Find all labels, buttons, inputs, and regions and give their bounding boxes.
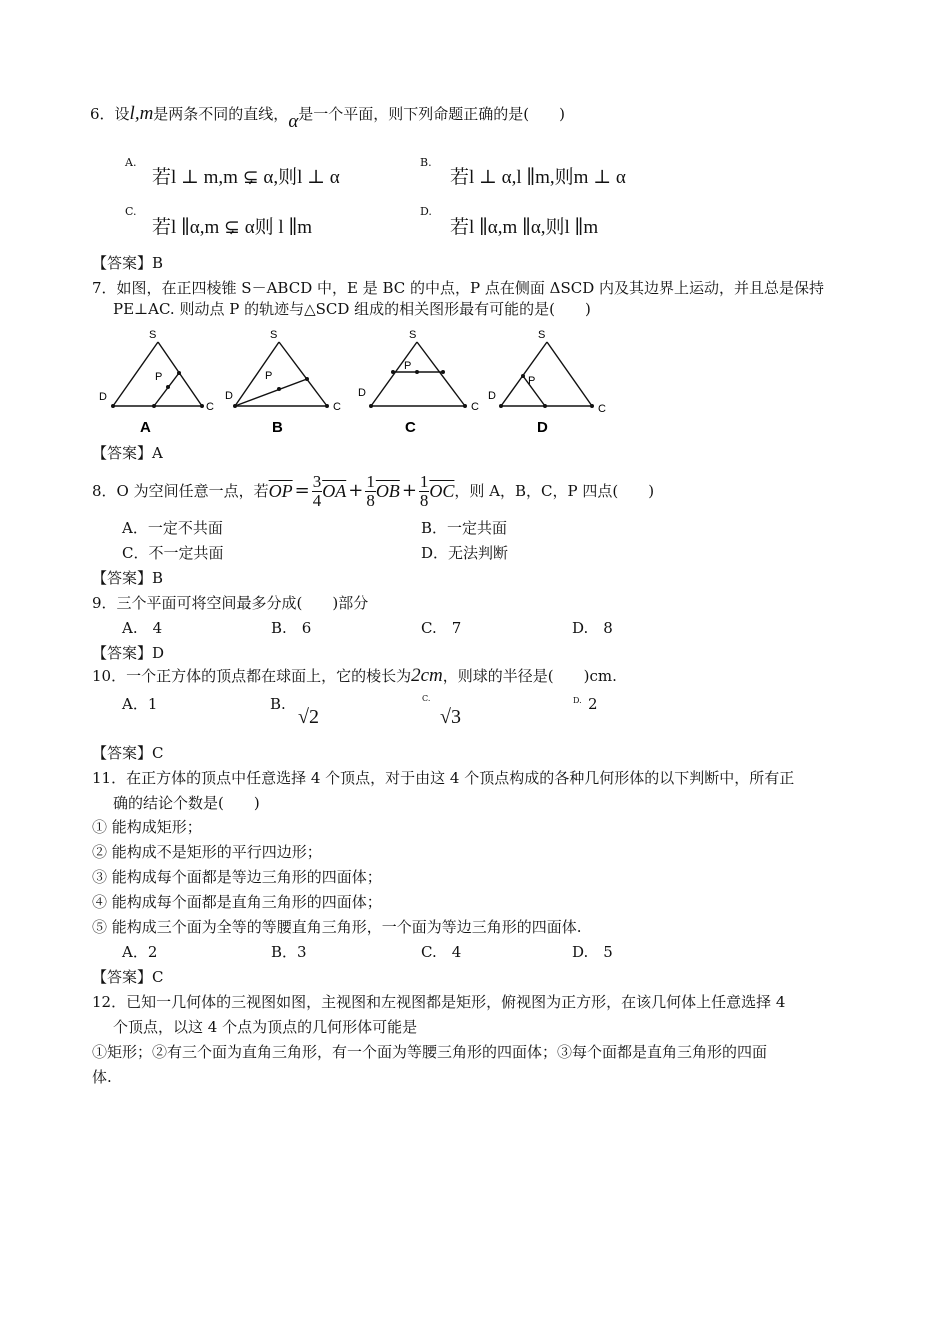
fig-b-d: D xyxy=(225,390,233,402)
q9-optD: D. 8 xyxy=(572,619,613,637)
q8-optA: A．一定不共面 xyxy=(122,519,223,537)
fig-d-label: D xyxy=(537,419,548,436)
figure-c xyxy=(358,329,479,413)
fig-d-d: D xyxy=(488,390,496,402)
q10-edge: 2cm xyxy=(411,665,443,686)
q10-optD-val: 2 xyxy=(588,695,598,713)
q11-item-4: ④ 能构成每个面都是直角三角形的四面体； xyxy=(92,893,382,911)
q6-optD-text: 若l ∥α,m ∥α,则l ∥m xyxy=(450,217,599,238)
q11-item-2: ② 能构成不是矩形的平行四边形； xyxy=(92,843,322,861)
fig-b-c: C xyxy=(333,401,341,413)
q11-line1: 11．在正方体的顶点中任意选择 4 个顶点，对于由这 4 个顶点构成的各种几何形体的以下判断中，所有正 xyxy=(92,769,795,787)
q7-answer: 【答案】A xyxy=(92,444,163,462)
fig-c-label: C xyxy=(405,419,416,436)
fig-a-s: S xyxy=(149,329,157,341)
q10-optB-label: B. xyxy=(270,695,286,713)
q9-optC: C. 7 xyxy=(421,619,462,637)
q10-optC-val: √3 xyxy=(440,706,461,728)
figure-b xyxy=(225,329,341,413)
q9-optB: B. 6 xyxy=(271,619,312,637)
frac-1-8-a: $\frac{1}{8}$ xyxy=(366,471,375,510)
fig-d-c: C xyxy=(598,403,606,415)
q9-optA: A. 4 xyxy=(122,619,163,637)
q12-line2: 个顶点，以这 4 个点为顶点的几何形体可能是 xyxy=(113,1018,418,1036)
q12-line1: 12．已知一几何体的三视图如图，主视图和左视图都是矩形，俯视图为正方形，在该几何体上任意选择 4 xyxy=(92,993,786,1011)
q11-optB: B．3 xyxy=(271,943,307,961)
q8-optB: B．一定共面 xyxy=(421,519,508,537)
q11-line2: 确的结论个数是( ) xyxy=(113,794,260,812)
fig-c-d: D xyxy=(358,387,366,399)
q11-item-1: ① 能构成矩形； xyxy=(92,818,202,836)
q6-optB-text: 若l ⊥ α,l ∥m,则m ⊥ α xyxy=(450,167,626,188)
fig-a-d: D xyxy=(99,391,107,403)
vec-ob: $\overline{OB}$ xyxy=(375,481,400,501)
q6-answer: 【答案】B xyxy=(92,254,164,272)
q8-answer: 【答案】B xyxy=(92,569,164,587)
fig-a-c: C xyxy=(206,401,214,413)
q12-line4: 体. xyxy=(92,1068,112,1086)
fig-c-c: C xyxy=(471,401,479,413)
q10-optD-label: D. xyxy=(573,696,582,705)
q6-optA-text: 若l ⊥ m,m ⊊ α,则l ⊥ α xyxy=(152,167,340,188)
fig-a-label: A xyxy=(140,419,151,436)
fig-c-p: P xyxy=(404,360,412,372)
q8-optD: D．无法判断 xyxy=(421,544,509,562)
q10-optB-val: √2 xyxy=(298,706,319,728)
q11-item-3: ③ 能构成每个面都是等边三角形的四面体； xyxy=(92,868,382,886)
fig-a-p: P xyxy=(155,371,163,383)
vec-op: $\overline{OP}$ xyxy=(268,481,293,501)
q10-answer: 【答案】C xyxy=(92,744,164,762)
fig-d-p: P xyxy=(528,375,536,387)
q6-optA-label: A. xyxy=(125,156,137,169)
q12-line3: ①矩形；②有三个面为直角三角形，有一个面为等腰三角形的四面体；③每个面都是直角三角形的四面 xyxy=(92,1043,768,1061)
q6-lm: l,m xyxy=(129,103,154,124)
figure-a xyxy=(99,329,214,413)
q7-figures xyxy=(95,322,625,440)
q9-answer: 【答案】D xyxy=(92,644,165,662)
fig-b-s: S xyxy=(270,329,278,341)
q10-optC-label: C. xyxy=(422,694,431,703)
figure-d xyxy=(488,329,606,415)
frac-3-4: $\frac{3}{4}$ xyxy=(312,471,322,510)
fig-c-s: S xyxy=(409,329,417,341)
q6-optC-label: C. xyxy=(125,205,137,218)
q10-stem: 10．一个正方体的顶点都在球面上，它的棱长为2cm，则球的半径是( )cm. xyxy=(92,665,617,686)
q11-optD: D. 5 xyxy=(572,943,613,961)
vec-oa: $\overline{OA}$ xyxy=(322,481,347,501)
fig-d-s: S xyxy=(538,329,546,341)
q11-optC: C. 4 xyxy=(421,943,462,961)
q6-optB-label: B. xyxy=(420,156,432,169)
q7-line1: 7．如图，在正四棱锥 S－ABCD 中，E 是 BC 的中点，P 点在侧面 ΔSCD 内及其边界上运动，并且总是保持 xyxy=(92,279,825,297)
q9-stem: 9．三个平面可将空间最多分成( )部分 xyxy=(92,594,369,612)
q7-line2: PE⊥AC. 则动点 P 的轨迹与△SCD 组成的相关图形最有可能的是( ) xyxy=(113,300,591,318)
q8-stem: 8．O 为空间任意一点，若 $\overline{OP}$ = $\frac{3}{4}$ $\overline{OA}$ + $\frac{1}{8}$ $\overline{OB}$ + $\frac{1}{8}$ $\overline{OC}$ ，则 A，B，C，P 四点( ) xyxy=(92,471,655,510)
q6-stem: 6．设l,m是两条不同的直线，α是一个平面，则下列命题正确的是( ) xyxy=(90,103,566,132)
frac-1-8-b: $\frac{1}{8}$ xyxy=(419,471,429,510)
q11-item-5: ⑤ 能构成三个面为全等的等腰直角三角形，一个面为等边三角形的四面体. xyxy=(92,918,582,936)
vec-oc: $\overline{OC}$ xyxy=(429,481,455,501)
q10-optA: A．1 xyxy=(122,695,158,713)
q8-optC: C．不一定共面 xyxy=(122,544,224,562)
q6-optD-label: D. xyxy=(420,205,432,218)
q6-optC-text: 若l ∥α,m ⊊ α则 l ∥m xyxy=(152,217,312,238)
fig-b-p: P xyxy=(265,370,273,382)
q6-alpha: α xyxy=(288,111,299,132)
q11-optA: A．2 xyxy=(122,943,158,961)
q11-answer: 【答案】C xyxy=(92,968,164,986)
fig-b-label: B xyxy=(272,419,283,436)
